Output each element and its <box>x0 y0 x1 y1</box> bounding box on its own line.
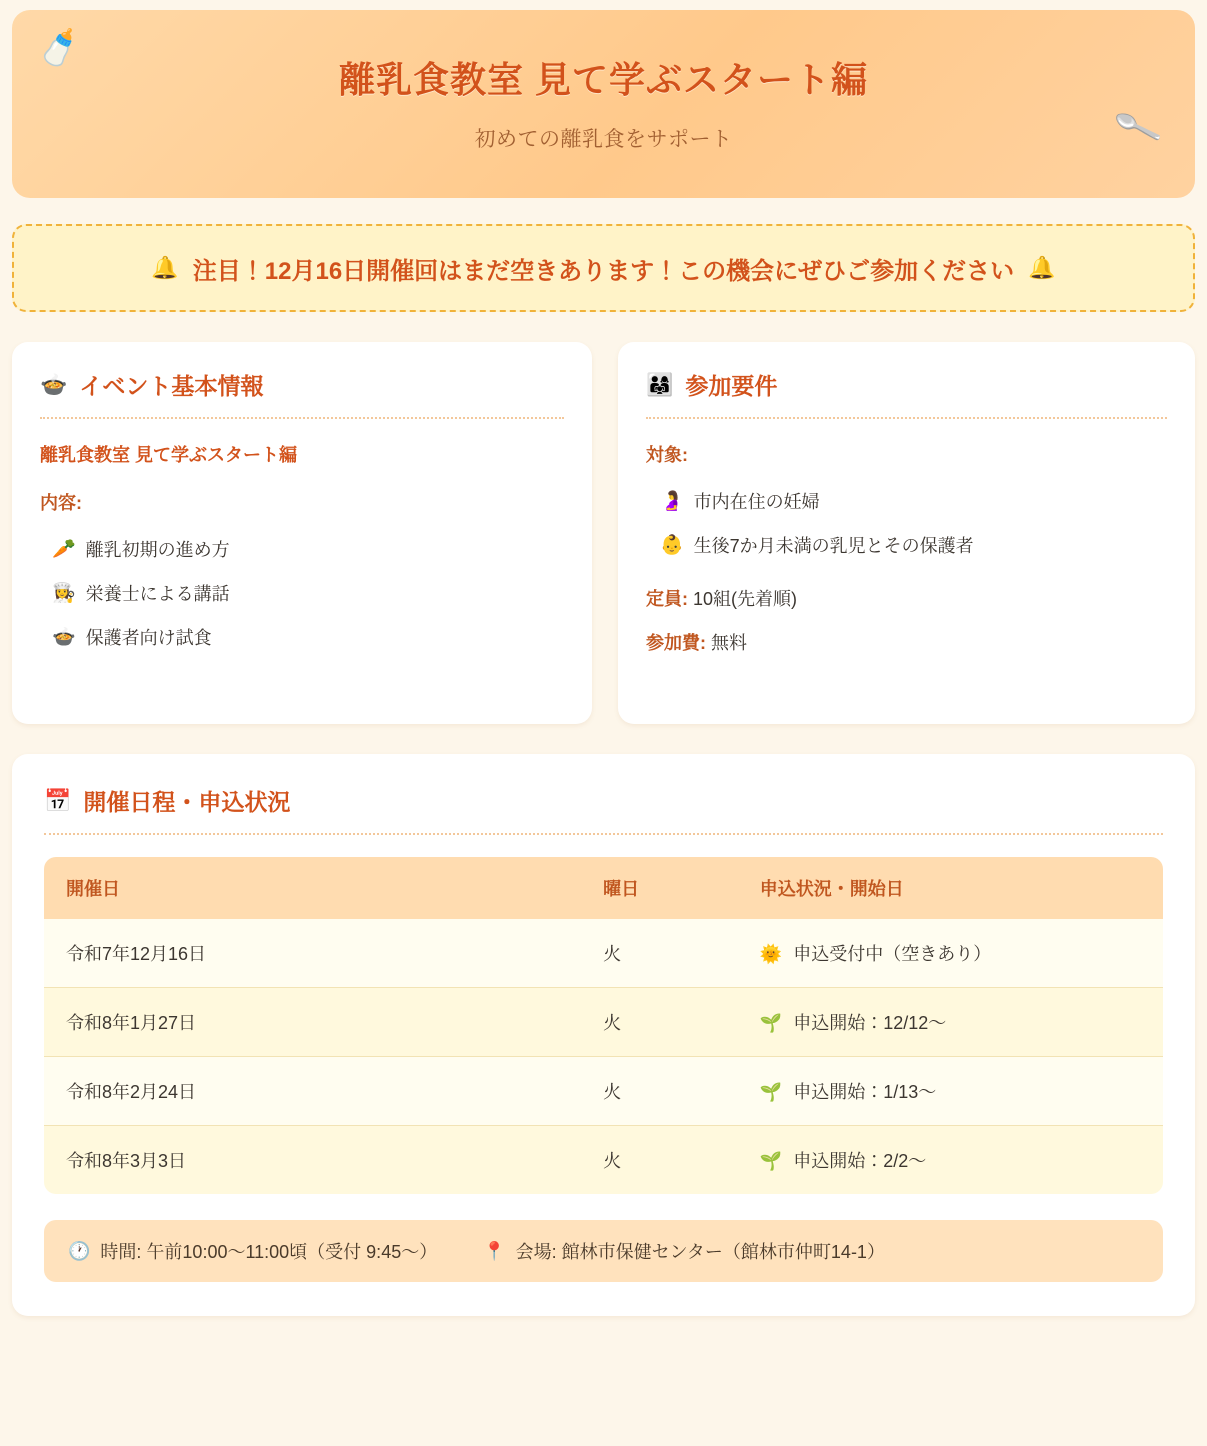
list-item <box>52 527 564 571</box>
column-header-status: 申込状況・開始日 <box>738 857 1163 919</box>
basic-info-card <box>12 342 592 724</box>
list-item-label: 市内在住の妊婦 <box>693 492 820 512</box>
pin-icon: 📍 <box>483 1240 506 1261</box>
clock-icon: 🕐 <box>68 1240 91 1261</box>
bell-icon-left: 🔔 <box>151 255 179 280</box>
list-item-label: 栄養士による講話 <box>85 584 230 604</box>
seedling-icon: 🌱 <box>759 1151 783 1171</box>
cell-date: 令和7年12月16日 <box>44 919 581 988</box>
divider <box>44 833 1163 835</box>
list-item <box>660 479 1167 523</box>
schedule-footer <box>44 1220 1163 1282</box>
table-row <box>44 1126 1163 1195</box>
fee-row <box>646 629 1167 655</box>
cell-status <box>738 988 1163 1057</box>
column-header-dow: 曜日 <box>581 857 738 919</box>
pot-icon: 🍲 <box>40 371 68 397</box>
sun-icon: 🌞 <box>759 944 783 964</box>
page-subtitle: 初めての離乳食をサポート <box>474 128 733 151</box>
cell-date: 令和8年3月3日 <box>44 1126 581 1195</box>
basic-info-card-title <box>40 368 564 417</box>
bell-icon-right: 🔔 <box>1028 255 1056 280</box>
status-text: 申込開始：12/12〜 <box>793 1013 947 1033</box>
list-item <box>52 571 564 615</box>
pot-icon: 🍲 <box>52 627 76 648</box>
schedule-card <box>12 754 1195 1316</box>
schedule-title-text: 開催日程・申込状況 <box>83 789 291 815</box>
capacity-label: 定員: <box>646 589 688 609</box>
list-item-label: 保護者向け試食 <box>85 628 212 648</box>
cell-status <box>738 1126 1163 1195</box>
cell-dow: 火 <box>581 1057 738 1126</box>
status-text: 申込開始：1/13〜 <box>793 1082 937 1102</box>
cell-status <box>738 1057 1163 1126</box>
cell-dow: 火 <box>581 1126 738 1195</box>
notice-text: 注目！12月16日開催回はまだ空きあります！この機会にぜひご参加ください <box>192 257 1015 285</box>
cell-dow: 火 <box>581 919 738 988</box>
list-item <box>52 615 564 659</box>
pregnant-woman-icon: 🤰 <box>660 491 684 512</box>
fee-value: 無料 <box>711 633 748 653</box>
family-icon: 👨‍👩‍👧 <box>646 371 674 397</box>
basic-info-title-text: イベント基本情報 <box>79 373 264 399</box>
table-row <box>44 919 1163 988</box>
page-header <box>12 10 1195 198</box>
event-name: 離乳食教室 見て学ぶスタート編 <box>40 445 297 465</box>
time-text: 時間: 午前10:00〜11:00頃（受付 9:45〜） <box>100 1242 438 1262</box>
list-item-label: 離乳初期の進め方 <box>85 540 230 560</box>
list-item-label: 生後7か月未満の乳児とその保護者 <box>693 536 974 556</box>
table-row <box>44 1057 1163 1126</box>
table-header-row <box>44 857 1163 919</box>
requirements-card <box>618 342 1195 724</box>
cell-status <box>738 919 1163 988</box>
notice-banner <box>12 224 1195 312</box>
schedule-table <box>44 857 1163 1194</box>
place-text: 会場: 館林市保健センター（館林市仲町14-1） <box>515 1242 885 1262</box>
content-label: 内容: <box>40 493 82 513</box>
target-label: 対象: <box>646 445 688 465</box>
fee-label: 参加費: <box>646 633 706 653</box>
cell-dow: 火 <box>581 988 738 1057</box>
cell-date: 令和8年1月27日 <box>44 988 581 1057</box>
seedling-icon: 🌱 <box>759 1082 783 1102</box>
page-title: 離乳食教室 見て学ぶスタート編 <box>338 59 868 100</box>
divider <box>646 417 1167 419</box>
capacity-value: 10組(先着順) <box>693 589 798 609</box>
info-cards-row <box>12 342 1195 724</box>
status-text: 申込開始：2/2〜 <box>793 1151 927 1171</box>
carrot-icon: 🥕 <box>52 539 76 560</box>
requirements-title-text: 参加要件 <box>685 373 778 399</box>
spoon-icon: 🥄 <box>1111 102 1165 154</box>
column-header-date: 開催日 <box>44 857 581 919</box>
requirements-card-title <box>646 368 1167 417</box>
list-item <box>660 523 1167 567</box>
divider <box>40 417 564 419</box>
calendar-icon: 📅 <box>44 787 72 813</box>
table-row <box>44 988 1163 1057</box>
baby-icon: 👶 <box>660 535 684 556</box>
seedling-icon: 🌱 <box>759 1013 783 1033</box>
content-list <box>40 527 564 659</box>
cook-icon: 👩‍🍳 <box>52 583 76 604</box>
target-list <box>646 479 1167 567</box>
cell-date: 令和8年2月24日 <box>44 1057 581 1126</box>
capacity-row <box>646 585 1167 611</box>
baby-bottle-icon: 🍼 <box>35 25 85 73</box>
status-text: 申込受付中（空きあり） <box>793 944 992 964</box>
schedule-card-title <box>44 784 1163 833</box>
